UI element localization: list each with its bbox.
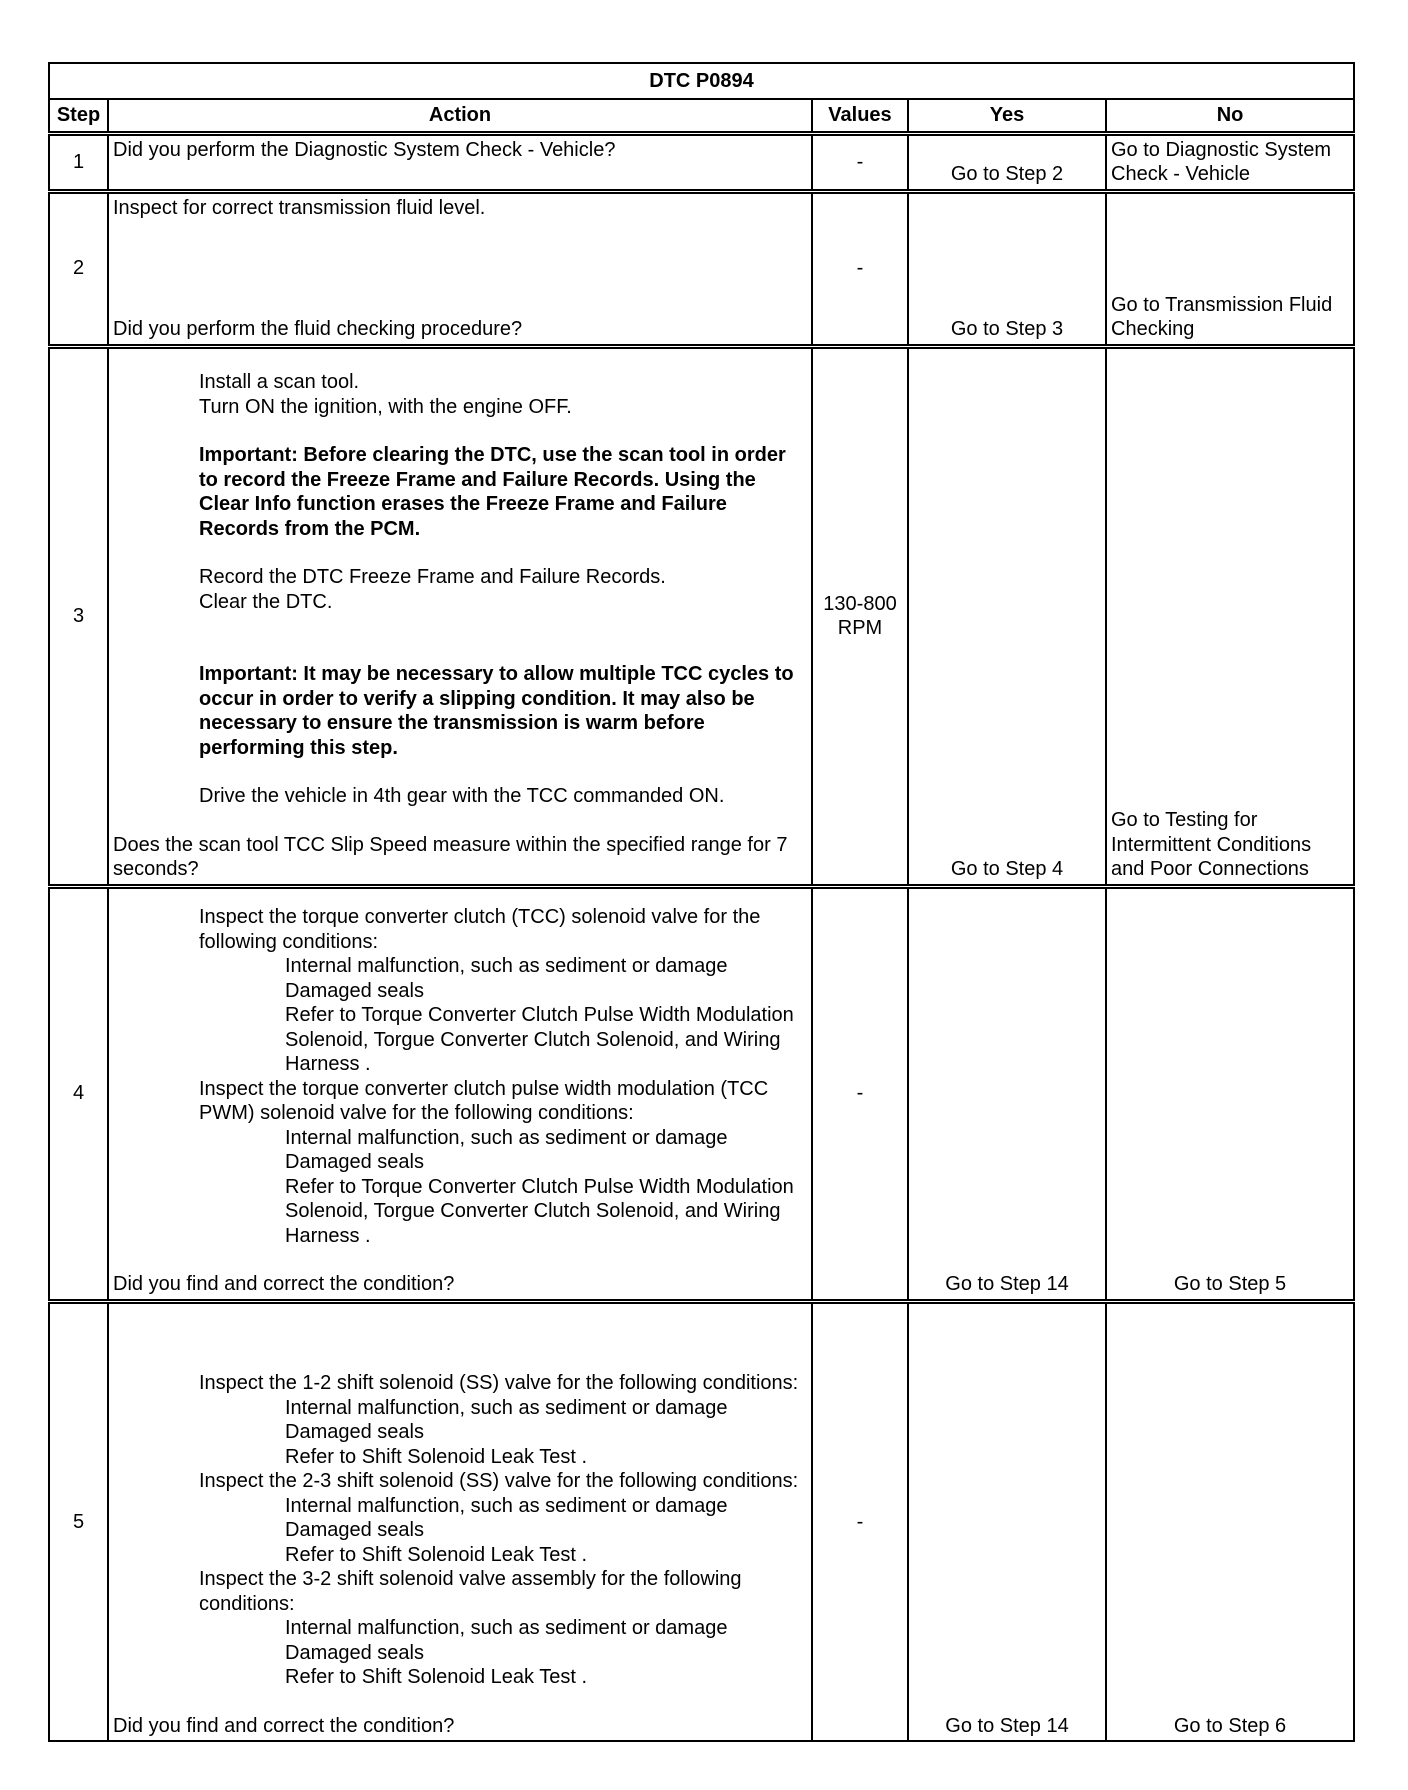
no-action: Go to Transmission Fluid Checking [1106, 191, 1354, 346]
no-action: Go to Step 5 [1106, 886, 1354, 1301]
table-title: DTC P0894 [49, 63, 1354, 99]
action-subline: Refer to Shift Solenoid Leak Test . [285, 1445, 588, 1468]
action-line: Turn ON the ignition, with the engine OFF. [199, 395, 572, 418]
step-question: Did you perform the Diagnostic System Check - Vehicle? [108, 133, 812, 191]
step-value: 130-800 RPM [812, 346, 908, 886]
no-action: Go to Diagnostic System Check - Vehicle [1106, 133, 1354, 191]
step-number: 4 [49, 886, 108, 1301]
action-line: Clear the DTC. [199, 590, 333, 613]
step-question: Did you find and correct the condition? [113, 1714, 455, 1737]
step-action [108, 346, 812, 886]
header-values: Values [812, 99, 908, 133]
action-subline: Refer to Shift Solenoid Leak Test . [285, 1666, 588, 1688]
step-question: Does the scan tool TCC Slip Speed measure within the specified range for 7 seconds? [113, 833, 788, 880]
header-step: Step [49, 99, 108, 133]
diagnostic-table [48, 62, 1355, 1742]
table-row [49, 886, 1354, 1301]
header-action: Action [108, 99, 812, 133]
action-line: Install a scan tool. [199, 371, 360, 393]
action-subline: Damaged seals [285, 1519, 424, 1541]
action-subline: Internal malfunction, such as sediment or damage [285, 1494, 728, 1517]
step-action [108, 886, 812, 1301]
action-subline: Internal malfunction, such as sediment or damage [285, 955, 728, 977]
action-subline: Damaged seals [285, 979, 424, 1002]
table-row [49, 133, 1354, 191]
yes-action: Go to Step 4 [908, 346, 1106, 886]
step-instruction: Inspect for correct transmission fluid level. [113, 196, 486, 219]
yes-action: Go to Step 2 [908, 133, 1106, 191]
action-subline: Refer to Torque Converter Clutch Pulse Width Modulation Solenoid, Torgue Converter Clutch Solenoid, and Wiring Harness . [285, 1004, 794, 1075]
yes-action: Go to Step 3 [908, 191, 1106, 346]
action-line: Inspect the torque converter clutch pulse width modulation (TCC PWM) solenoid valve for the following conditions: [199, 1077, 769, 1124]
important-note: Important: It may be necessary to allow multiple TCC cycles to occur in order to verify a slipping condition. It may also be necessary to ensure the transmission is warm before performing this step. [199, 663, 794, 759]
step-number: 3 [49, 346, 108, 886]
action-line: Inspect the 3-2 shift solenoid valve assembly for the following conditions: [199, 1568, 742, 1615]
action-line: Inspect the 1-2 shift solenoid (SS) valve for the following conditions: [199, 1372, 799, 1394]
action-subline: Damaged seals [285, 1641, 424, 1664]
table-row [49, 191, 1354, 346]
table-row [49, 1301, 1354, 1741]
no-action: Go to Testing for Intermittent Conditions and Poor Connections [1106, 346, 1354, 886]
action-subline: Internal malfunction, such as sediment or damage [285, 1617, 728, 1639]
step-value: - [812, 133, 908, 191]
header-yes: Yes [908, 99, 1106, 133]
step-action [108, 191, 812, 346]
step-value: - [812, 191, 908, 346]
action-subline: Internal malfunction, such as sediment or damage [285, 1126, 728, 1149]
step-number: 5 [49, 1301, 108, 1741]
action-line: Inspect the 2-3 shift solenoid (SS) valve for the following conditions: [199, 1470, 799, 1492]
action-subline: Refer to Torque Converter Clutch Pulse Width Modulation Solenoid, Torgue Converter Clutch Solenoid, and Wiring Harness . [285, 1175, 794, 1247]
step-number: 2 [49, 191, 108, 346]
step-action [108, 1301, 812, 1741]
action-subline: Damaged seals [285, 1421, 424, 1443]
yes-action: Go to Step 14 [908, 1301, 1106, 1741]
step-value: - [812, 886, 908, 1301]
action-line: Record the DTC Freeze Frame and Failure Records. [199, 566, 666, 588]
step-question: Did you find and correct the condition? [113, 1273, 455, 1295]
yes-action: Go to Step 14 [908, 886, 1106, 1301]
action-subline: Refer to Shift Solenoid Leak Test . [285, 1543, 588, 1566]
important-note: Important: Before clearing the DTC, use the scan tool in order to record the Freeze Frame and Failure Records. Using the Clear Info function erases the Freeze Frame and Failure Records from the PCM. [199, 444, 786, 540]
action-subline: Internal malfunction, such as sediment or damage [285, 1396, 728, 1419]
table-row [49, 346, 1354, 886]
action-line: Inspect the torque converter clutch (TCC) solenoid valve for the following conditions: [199, 906, 761, 953]
step-number: 1 [49, 133, 108, 191]
no-action: Go to Step 6 [1106, 1301, 1354, 1741]
action-line: Drive the vehicle in 4th gear with the TCC commanded ON. [199, 785, 725, 807]
action-subline: Damaged seals [285, 1151, 424, 1173]
header-no: No [1106, 99, 1354, 133]
step-question: Did you perform the fluid checking procedure? [113, 318, 523, 340]
step-value: - [812, 1301, 908, 1741]
